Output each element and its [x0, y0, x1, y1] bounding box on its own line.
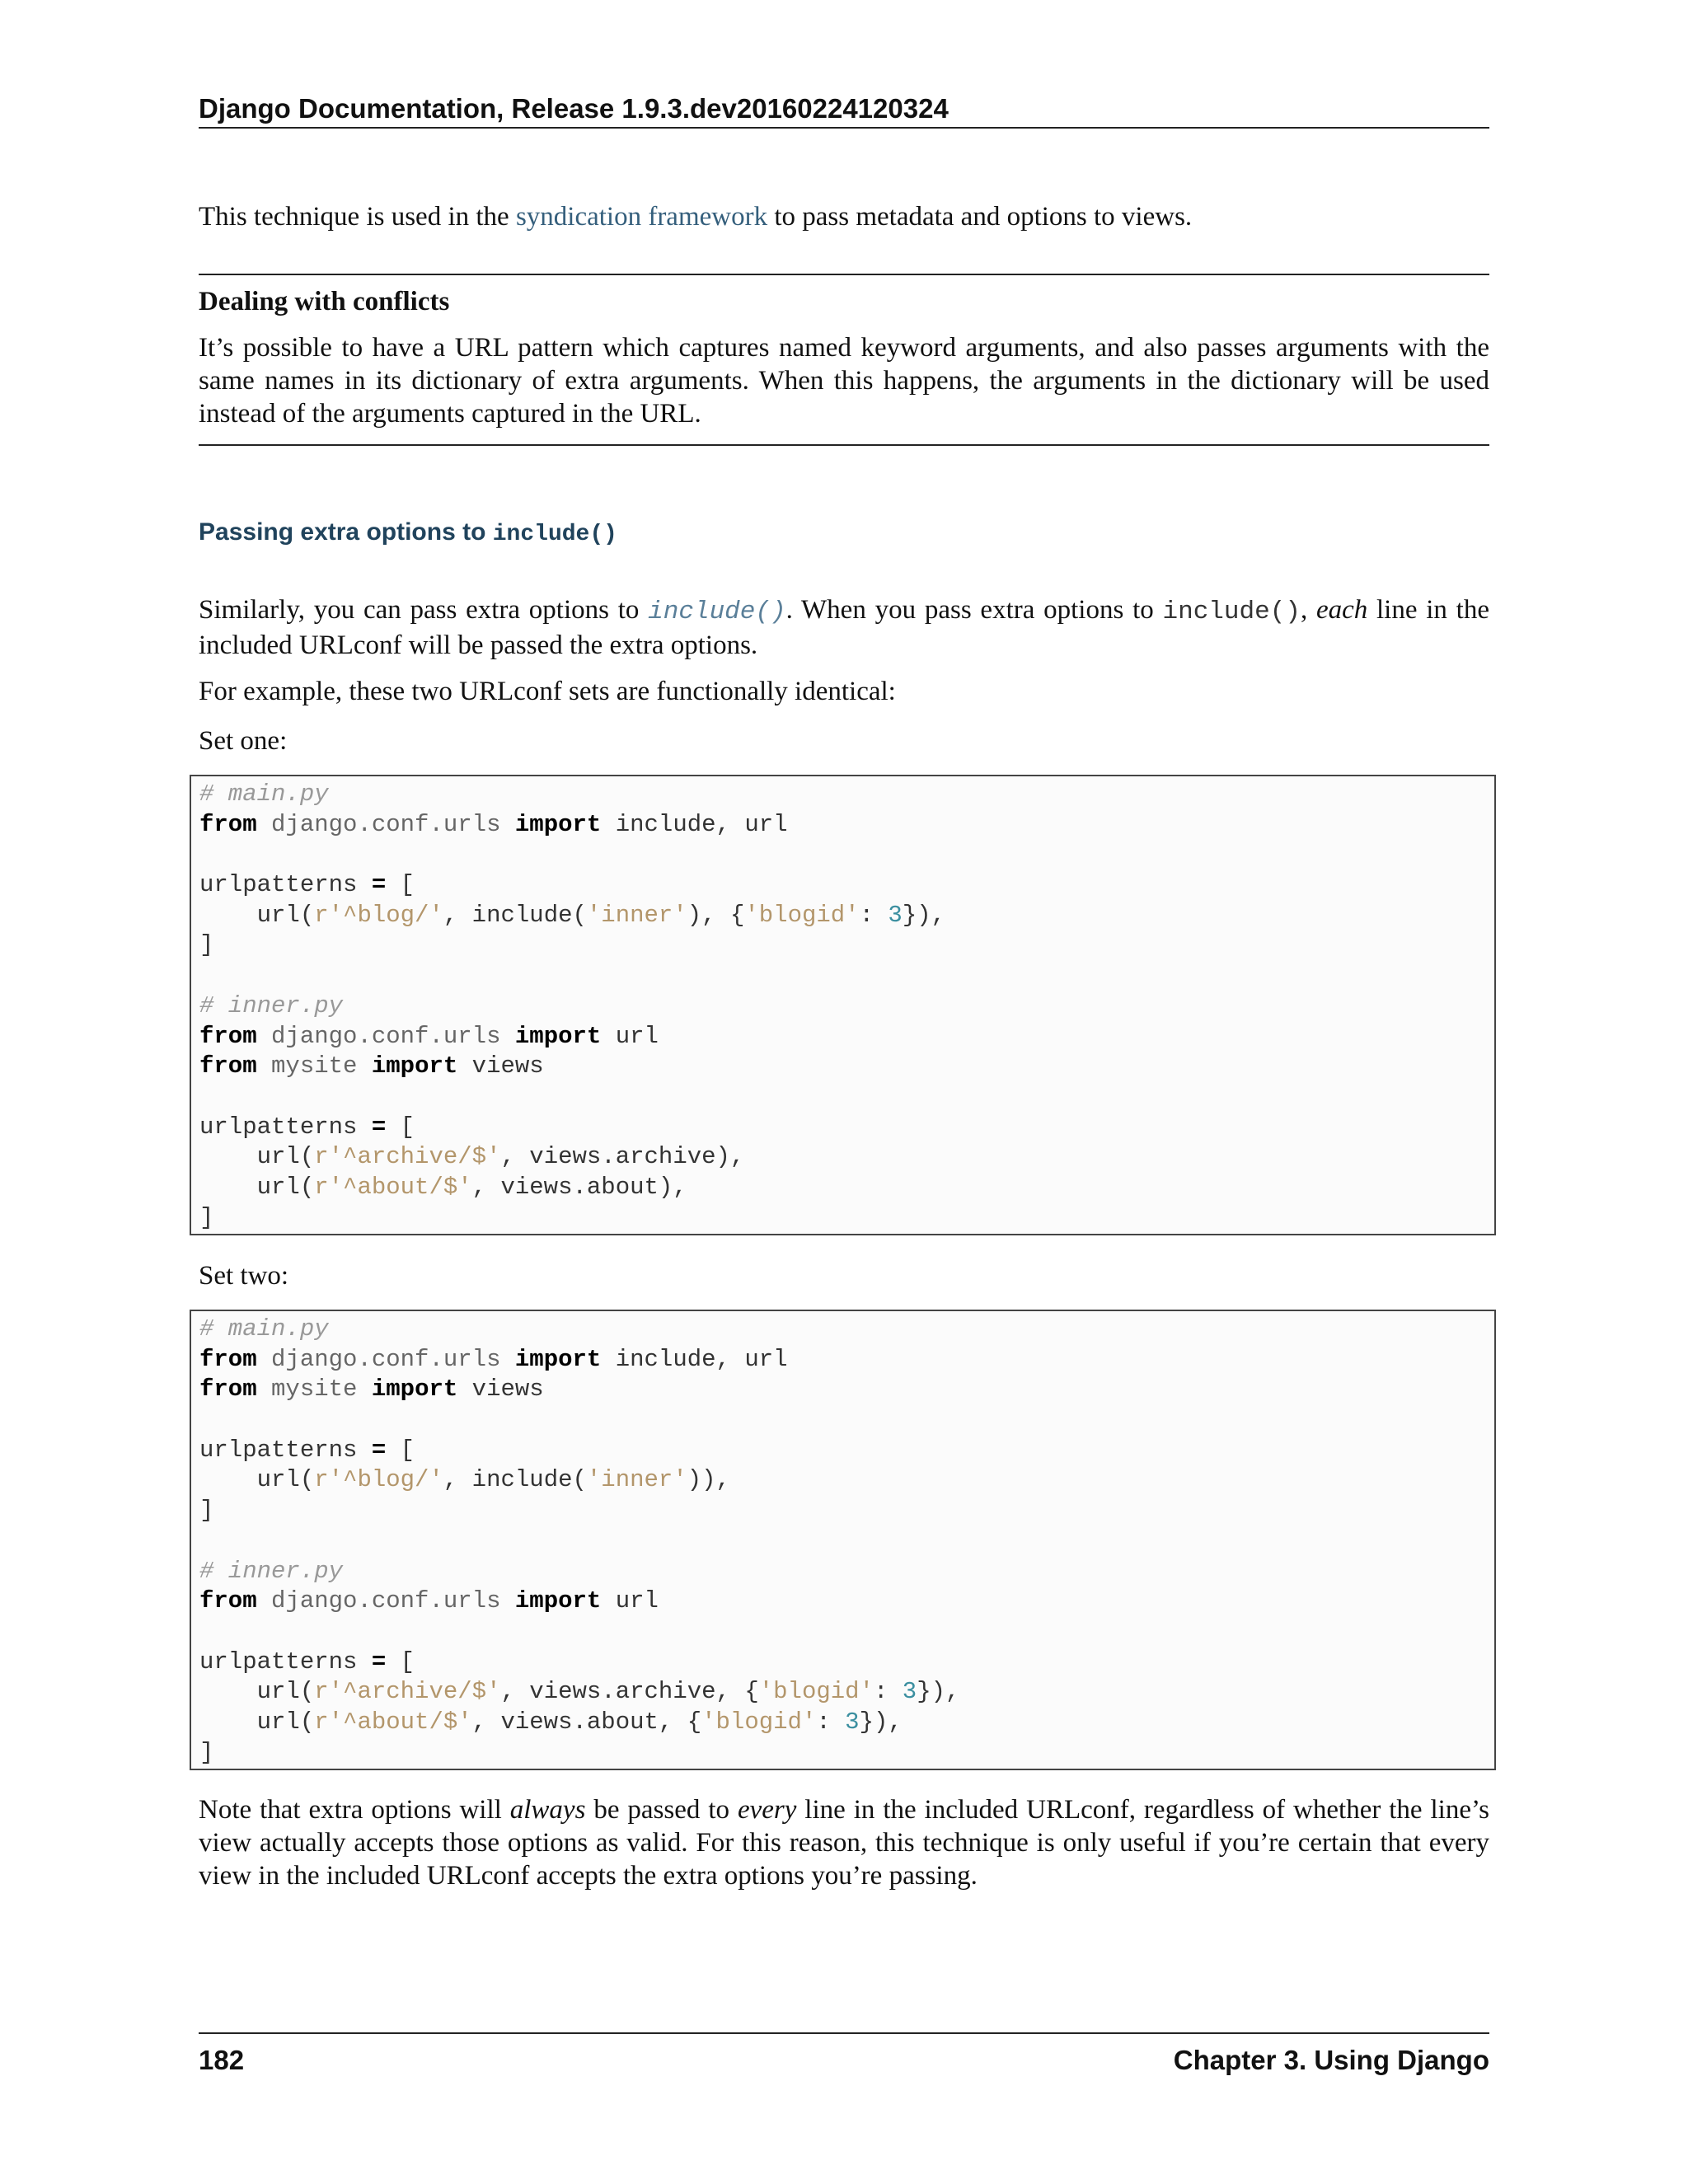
code-token: ] — [199, 1203, 214, 1231]
code-token: : — [859, 901, 889, 929]
code-token: : — [816, 1708, 846, 1736]
code-token: import — [371, 1376, 458, 1404]
code-line — [199, 930, 1494, 961]
code-line — [199, 1203, 1494, 1234]
code-token: , views.archive, { — [500, 1678, 759, 1706]
section-heading — [199, 516, 617, 551]
code-token: }), — [917, 1678, 960, 1706]
code-line — [199, 870, 1494, 901]
code-token: ] — [199, 931, 214, 959]
code-token: from — [199, 1022, 257, 1050]
code-token — [500, 1023, 514, 1050]
set-one-label: Set one: — [199, 726, 288, 756]
code-token: django.conf.urls — [271, 1022, 501, 1050]
code-token: url( — [199, 901, 315, 929]
code-line — [199, 1617, 1494, 1647]
code-token: [ — [386, 1113, 415, 1141]
code-line — [199, 1345, 1494, 1376]
para1-text-c: , — [1300, 595, 1316, 625]
code-token: 3 — [888, 901, 903, 929]
code-token: 3 — [845, 1708, 860, 1736]
code-line — [199, 1142, 1494, 1173]
code-token: , views.archive), — [500, 1143, 745, 1171]
topic-body: It’s possible to have a URL pattern which captures named keyword arguments, and also passes arguments with the same names in its dictionary of extra arguments. When this happens, the arguments in the dictionary will be used instead of the arguments captured in the URL. — [199, 333, 1489, 429]
code-line — [199, 1526, 1494, 1557]
code-token: url — [601, 1022, 659, 1050]
code-token: ] — [199, 1497, 214, 1525]
code-token: url( — [199, 1143, 315, 1171]
code-token: 3 — [902, 1678, 917, 1706]
code-line — [199, 991, 1494, 1022]
code-line — [199, 1708, 1494, 1738]
code-token: )), — [687, 1466, 730, 1494]
code-line — [199, 1375, 1494, 1405]
code-line — [199, 1082, 1494, 1113]
code-token — [257, 1052, 271, 1080]
code-token: 'blogid' — [744, 901, 860, 929]
code-token: , include( — [443, 901, 587, 929]
code-token: r'^about/$' — [314, 1173, 472, 1201]
include-inline-code: include() — [1162, 598, 1301, 626]
code-token: import — [514, 810, 602, 838]
code-token — [357, 1052, 371, 1080]
code-line — [199, 1405, 1494, 1436]
code-token: import — [371, 1052, 458, 1080]
code-line — [199, 1022, 1494, 1052]
code-token: 'blogid' — [701, 1708, 817, 1736]
code-token: from — [199, 1345, 257, 1373]
code-line — [199, 1465, 1494, 1496]
code-token: [ — [386, 1436, 415, 1464]
section-heading-text: Passing extra options to — [199, 518, 493, 546]
intro-text-after: to pass metadata and options to views. — [767, 202, 1193, 232]
code-token: r'^blog/' — [314, 901, 443, 929]
code-block-set-one — [190, 775, 1496, 1235]
code-token: = — [371, 1647, 387, 1675]
para1-emphasis: each — [1315, 595, 1368, 625]
code-token: , views.about), — [471, 1173, 687, 1201]
include-function-link[interactable]: include() — [648, 598, 786, 626]
code-token: , views.about, { — [471, 1708, 702, 1736]
code-line — [199, 1173, 1494, 1203]
code-token — [500, 811, 514, 838]
paragraph-include-options — [199, 593, 1489, 662]
code-token: django.conf.urls — [271, 1587, 501, 1615]
para1-text-a: Similarly, you can pass extra options to — [199, 595, 649, 625]
code-token: url( — [199, 1708, 315, 1736]
code-token: r'^archive/$' — [314, 1678, 501, 1706]
code-token: = — [371, 871, 387, 899]
para3-emphasis-always: always — [509, 1795, 586, 1825]
document-page — [199, 0, 1489, 2184]
chapter-title: Chapter 3. Using Django — [1173, 2045, 1489, 2075]
running-header — [199, 91, 1489, 129]
code-line — [199, 1496, 1494, 1526]
code-token: r'^blog/' — [314, 1466, 443, 1494]
code-token: # main.py — [199, 780, 329, 808]
code-line — [199, 840, 1494, 870]
code-token: , include( — [443, 1466, 587, 1494]
code-line — [199, 1586, 1494, 1617]
code-line — [199, 1436, 1494, 1466]
code-token: django.conf.urls — [271, 810, 501, 838]
para3-text-b: be passed to — [585, 1795, 738, 1825]
code-line — [199, 1315, 1494, 1345]
code-line — [199, 1113, 1494, 1143]
code-token — [257, 1346, 271, 1373]
code-token: urlpatterns — [199, 1113, 372, 1141]
code-line — [199, 810, 1494, 841]
intro-text-before: This technique is used in the — [199, 202, 516, 232]
code-line — [199, 1052, 1494, 1082]
code-token: from — [199, 1052, 257, 1080]
para3-text-a: Note that extra options will — [199, 1795, 510, 1825]
para3-text-c: line in the included URLconf, regardless of whether the line’s view actually accepts those options as valid. For this reason, this technique is only useful if you’re certain that every view in the included URLconf accepts the extra options you’re passing. — [199, 1795, 1489, 1891]
code-token — [500, 1587, 514, 1615]
code-token: ), { — [687, 901, 745, 929]
code-token: url( — [199, 1678, 315, 1706]
code-token: mysite — [271, 1376, 358, 1404]
code-token: include, url — [601, 810, 788, 838]
code-token: urlpatterns — [199, 871, 372, 899]
code-line — [199, 1557, 1494, 1587]
code-token — [257, 811, 271, 838]
paragraph-example: For example, these two URLconf sets are functionally identical: — [199, 677, 896, 706]
code-token: include, url — [601, 1345, 788, 1373]
code-token: import — [514, 1022, 602, 1050]
code-block-set-two — [190, 1310, 1496, 1770]
code-token — [500, 1346, 514, 1373]
code-token: 'inner' — [586, 1466, 687, 1494]
code-line — [199, 901, 1494, 931]
topic-title: Dealing with conflicts — [199, 287, 450, 316]
code-token: url( — [199, 1466, 315, 1494]
code-token: django.conf.urls — [271, 1345, 501, 1373]
section-heading-code: include() — [492, 522, 617, 547]
code-token — [257, 1587, 271, 1615]
code-token: from — [199, 810, 257, 838]
code-token: # main.py — [199, 1315, 329, 1343]
code-token: ] — [199, 1738, 214, 1766]
para3-emphasis-every: every — [737, 1795, 797, 1825]
code-token: = — [371, 1113, 387, 1141]
code-token — [257, 1023, 271, 1050]
code-token: # inner.py — [199, 1557, 344, 1585]
para1-text-d: line in the included URLconf will be passed the extra options. — [199, 595, 1489, 660]
code-token: url( — [199, 1173, 315, 1201]
code-token: [ — [386, 871, 415, 899]
running-footer — [199, 2032, 1489, 2075]
code-token: urlpatterns — [199, 1647, 372, 1675]
code-token: import — [514, 1587, 602, 1615]
code-token: = — [371, 1436, 387, 1464]
code-token: r'^archive/$' — [314, 1143, 501, 1171]
code-token: 'blogid' — [758, 1678, 874, 1706]
code-token — [257, 1376, 271, 1403]
code-token: views — [457, 1376, 544, 1404]
code-token: }), — [902, 901, 946, 929]
intro-paragraph — [199, 200, 1489, 233]
code-token: 'inner' — [586, 901, 687, 929]
code-token: urlpatterns — [199, 1436, 372, 1464]
page-number: 182 — [199, 2045, 245, 2075]
code-token — [357, 1376, 371, 1403]
code-line — [199, 1677, 1494, 1708]
code-token: # inner.py — [199, 991, 344, 1019]
code-line — [199, 961, 1494, 991]
code-token: : — [873, 1678, 903, 1706]
code-token: from — [199, 1376, 257, 1404]
topic-box — [199, 274, 1489, 446]
code-token: [ — [386, 1647, 415, 1675]
code-token: views — [457, 1052, 544, 1080]
code-token: url — [601, 1587, 659, 1615]
set-two-label: Set two: — [199, 1261, 289, 1291]
syndication-framework-link[interactable]: syndication framework — [515, 202, 768, 232]
code-line — [199, 1738, 1494, 1769]
code-token: }), — [859, 1708, 903, 1736]
code-token: mysite — [271, 1052, 358, 1080]
code-line — [199, 1647, 1494, 1678]
code-line — [199, 780, 1494, 810]
header-title: Django Documentation, Release 1.9.3.dev20160224120324 — [199, 93, 949, 124]
paragraph-note — [199, 1793, 1489, 1892]
code-token: import — [514, 1345, 602, 1373]
code-token: from — [199, 1587, 257, 1615]
code-token: r'^about/$' — [314, 1708, 472, 1736]
para1-text-b: . When you pass extra options to — [785, 595, 1163, 625]
